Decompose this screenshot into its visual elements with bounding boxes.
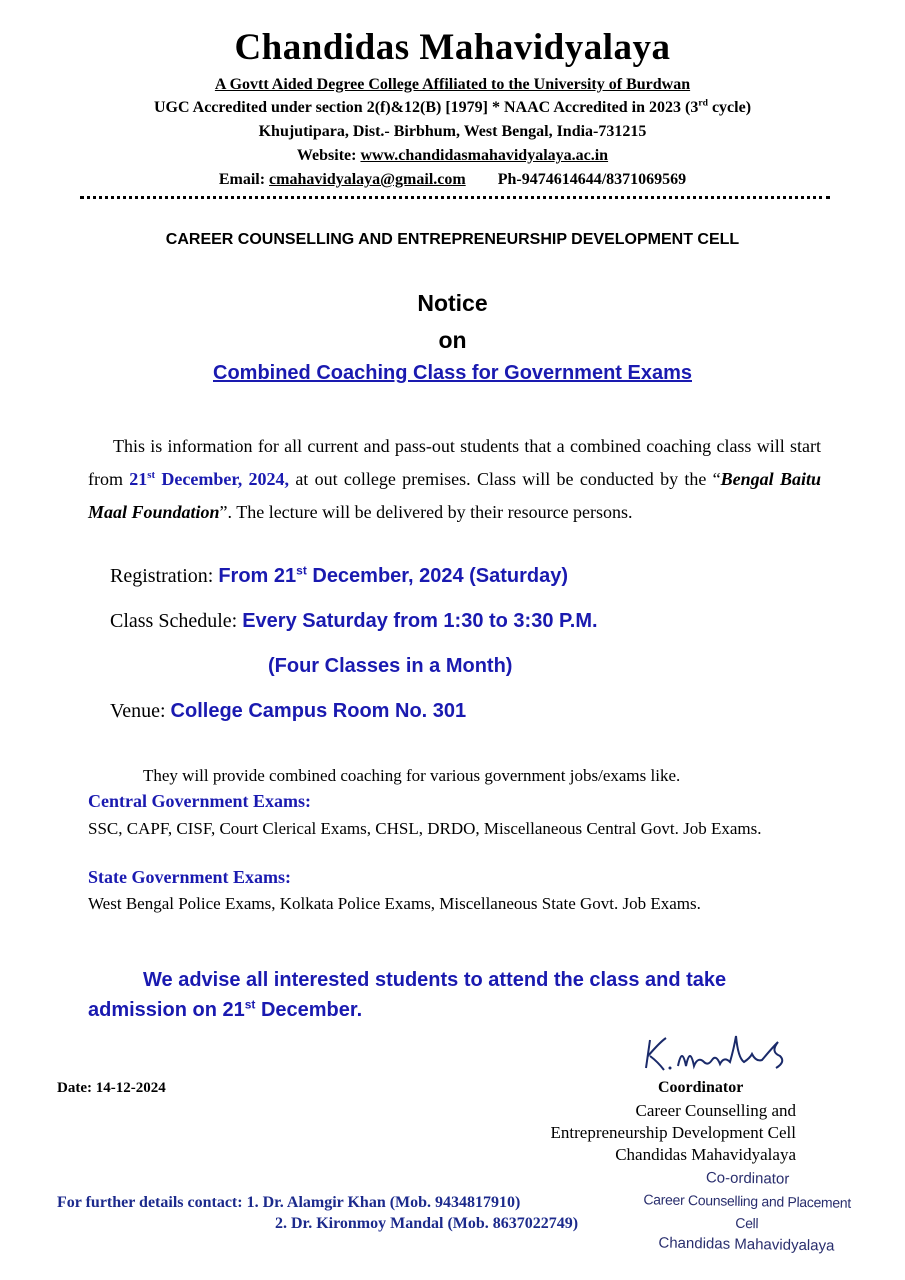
registration-row: Registration: From 21st December, 2024 (Saturday): [110, 563, 569, 587]
notice-subject: Combined Coaching Class for Government Exams: [213, 362, 692, 384]
contact-1: 1. Dr. Alamgir Khan (Mob. 9434817910): [246, 1194, 521, 1211]
foundation-name: Bengal Baitu Maal Foundation: [88, 469, 821, 522]
contact-block: [57, 1192, 578, 1234]
address-line: Khujutipara, Dist.- Birbhum, West Bengal, India-731215: [258, 123, 647, 140]
cell-title: CAREER COUNSELLING AND ENTREPRENEURSHIP DEVELOPMENT CELL: [165, 231, 740, 248]
stamp-line1: Co-ordinator: [705, 1169, 790, 1188]
notice-date: Date: 14-12-2024: [57, 1080, 166, 1096]
central-heading: Central Government Exams:: [88, 791, 311, 811]
website-line: Website: www.chandidasmahavidyalaya.ac.in: [296, 147, 609, 164]
schedule-row: Class Schedule: Every Saturday from 1:30 to 3:30 P.M.: [110, 610, 598, 632]
coordinator-cell-line1: Career Counselling and: [635, 1101, 796, 1120]
central-list: SSC, CAPF, CISF, Court Clerical Exams, CHSL, DRDO, Miscellaneous Central Govt. Job Exams.: [88, 819, 762, 838]
intro-paragraph: This is information for all current and pass-out students that a combined coaching class will start from 21st December, 2024, at out college premises. Class will be conducted by the “Bengal Baitu Maal Foundation”. The lecture will be delivered by their resource persons.: [88, 436, 821, 522]
contact-2: 2. Dr. Kironmoy Mandal (Mob. 8637022749): [275, 1215, 579, 1232]
notice-title: Notice: [417, 290, 488, 316]
header-divider: [80, 196, 830, 199]
stamp-line2: Career Counselling and Placement Cell: [643, 1191, 852, 1232]
coordinator-cell-line3: Chandidas Mahavidyalaya: [615, 1145, 796, 1164]
stamp-line3: Chandidas Mahavidyalaya: [658, 1234, 835, 1255]
state-list: West Bengal Police Exams, Kolkata Police Exams, Miscellaneous State Govt. Job Exams.: [88, 894, 701, 913]
affiliation-line: A Govtt Aided Degree College Affiliated to the University of Burdwan: [214, 76, 691, 93]
contact-label: For further details contact:: [57, 1194, 247, 1211]
coordinator-signature: [640, 1028, 800, 1078]
coordinator-cell-line2: Entrepreneurship Development Cell: [550, 1123, 796, 1142]
coordinator-stamp: [631, 1166, 863, 1258]
coordinator-title: Coordinator: [658, 1079, 744, 1096]
email-link[interactable]: cmahavidyalaya@gmail.com: [269, 171, 466, 188]
contact-line: Email: cmahavidyalaya@gmail.com Ph-9474614644/8371069569: [218, 171, 687, 188]
exams-intro: They will provide combined coaching for various government jobs/exams like.: [143, 766, 681, 785]
phone-numbers: Ph-9474614644/8371069569: [497, 171, 687, 188]
college-name: Chandidas Mahavidyalaya: [234, 27, 671, 68]
notice-on: on: [438, 327, 467, 353]
website-link[interactable]: www.chandidasmahavidyalaya.ac.in: [360, 147, 609, 164]
state-heading: State Government Exams:: [88, 867, 291, 887]
schedule-note: (Four Classes in a Month): [268, 655, 513, 677]
advise-paragraph: We advise all interested students to attend the class and take admission on 21st December.: [88, 969, 727, 1021]
accreditation-line: UGC Accredited under section 2(f)&12(B) [1979] * NAAC Accredited in 2023 (3rd cycle): [153, 97, 752, 116]
venue-row: Venue: College Campus Room No. 301: [110, 700, 467, 722]
